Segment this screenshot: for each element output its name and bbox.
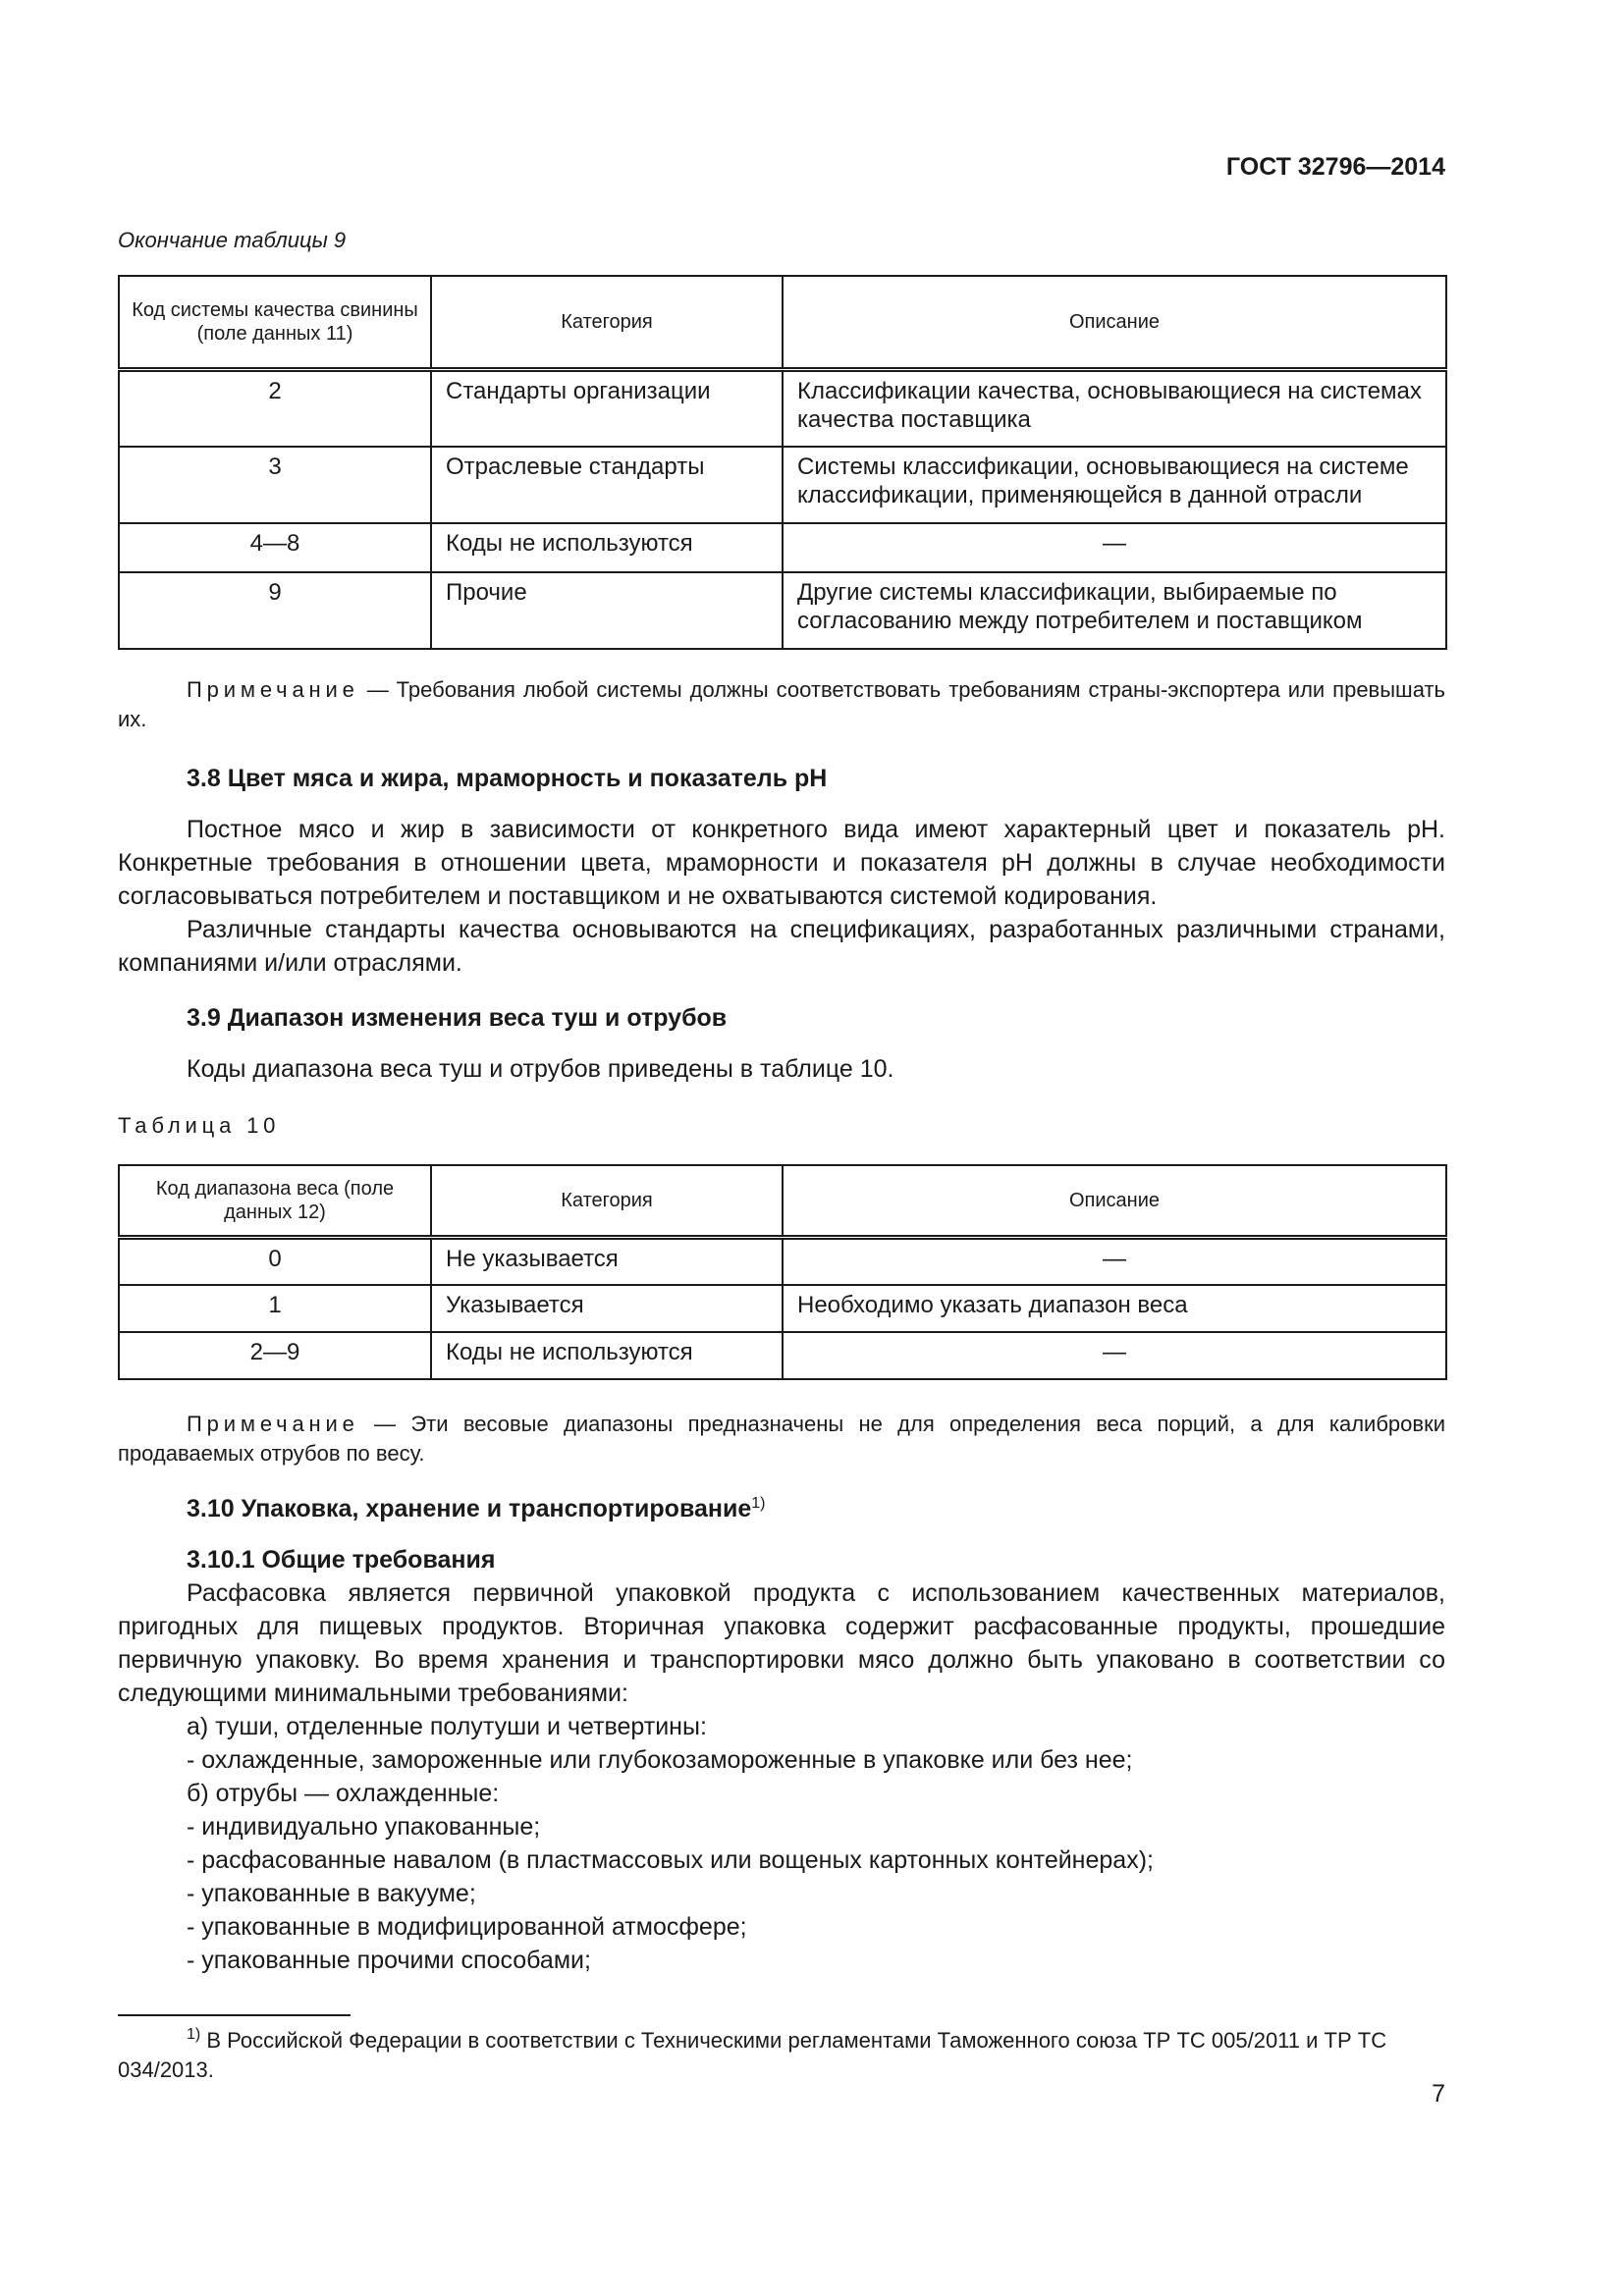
list-item: - индивидуально упакованные; <box>187 1813 541 1841</box>
heading-text: 3.10 Упаковка, хранение и транспортирование <box>187 1495 752 1522</box>
code-cell: 9 <box>119 572 431 649</box>
footnote-mark: 1) <box>187 2026 201 2043</box>
list-item: б) отрубы — охлажденные: <box>187 1780 500 1807</box>
table-9 <box>118 275 1447 650</box>
table-row <box>119 1285 1446 1332</box>
section-3-10-heading <box>187 1492 766 1525</box>
footnote-divider <box>118 2014 351 2016</box>
category-cell: Прочие <box>431 572 783 649</box>
section-3-9-paragraph-1 <box>118 1052 1445 1086</box>
table-row <box>119 447 1446 523</box>
table-header-row <box>119 276 1446 370</box>
table-row <box>119 1238 1446 1285</box>
code-cell: 4—8 <box>119 523 431 572</box>
note-label: Примечание <box>187 1412 359 1436</box>
note-text: — Требования любой системы должны соответствовать требованиям страны-экспортера или превышать их. <box>118 677 1445 731</box>
page-number: 7 <box>1432 2080 1445 2108</box>
table10-caption: Таблица 10 <box>118 1113 281 1138</box>
code-cell: 0 <box>119 1238 431 1285</box>
note-text: — Эти весовые диапазоны предназначены не для определения веса порций, а для калибровки продаваемых отрубов по весу. <box>118 1412 1445 1466</box>
description-cell: Системы классификации, основывающиеся на системе классификации, применяющейся в данной отрасли <box>783 447 1446 523</box>
footnote <box>118 2026 1445 2085</box>
section-3-10-1-heading: 3.10.1 Общие требования <box>187 1546 496 1574</box>
footnote-text: В Российской Федерации в соответствии с Техническими регламентами Таможенного союза ТР ТС 005/2011 и ТР ТС 034/2013. <box>118 2028 1387 2082</box>
code-cell: 3 <box>119 447 431 523</box>
list-item: - расфасованные навалом (в пластмассовых или вощеных картонных контейнерах); <box>187 1846 1154 1874</box>
table-10 <box>118 1164 1447 1380</box>
paragraph-text: Постное мясо и жир в зависимости от конкретного вида имеют характерный цвет и показатель рН. Конкретные требования в отношении цвета, мраморности и показателя рН должны в случае необходимости согласовываться потребителем и поставщиком и не охватываются системой кодирования. <box>118 816 1445 910</box>
list-item: - упакованные в модифицированной атмосфере; <box>187 1913 747 1941</box>
section-3-8-paragraph-2 <box>118 913 1445 980</box>
list-item: а) туши, отделенные полутуши и четвертины: <box>187 1713 707 1740</box>
description-cell: Классификации качества, основывающиеся на системах качества поставщика <box>783 370 1446 447</box>
packaging-list <box>118 1710 1445 1977</box>
description-cell: — <box>783 1238 1446 1285</box>
paragraph-text: Расфасовка является первичной упаковкой продукта с использованием качественных материалов, пригодных для пищевых продуктов. Вторичная упаковка содержит расфасованные продукты, прошедшие первичную упаковку. Во время хранения и транспортировки мясо должно быть упаковано в соответствии со следующими минимальными требованиями: <box>118 1579 1445 1707</box>
document-id: ГОСТ 32796—2014 <box>1225 153 1445 181</box>
table10-note <box>118 1410 1445 1468</box>
list-item: - упакованные в вакууме; <box>187 1880 476 1907</box>
paragraph-text: Различные стандарты качества основываются на спецификациях, разработанных различными странами, компаниями и/или отраслями. <box>118 916 1445 977</box>
description-cell: — <box>783 523 1446 572</box>
code-cell: 2—9 <box>119 1332 431 1379</box>
header-cell-category: Категория <box>431 276 783 370</box>
table-row <box>119 572 1446 649</box>
paragraph-text: Коды диапазона веса туш и отрубов приведены в таблице 10. <box>187 1055 894 1083</box>
category-cell: Не указывается <box>431 1238 783 1285</box>
category-cell: Коды не используются <box>431 523 783 572</box>
table9-caption: Окончание таблицы 9 <box>118 228 347 252</box>
header-cell-description: Описание <box>783 276 1446 370</box>
description-cell: — <box>783 1332 1446 1379</box>
section-3-9-heading: 3.9 Диапазон изменения веса туш и отрубов <box>187 1004 728 1032</box>
header-cell-category: Категория <box>431 1165 783 1238</box>
code-cell: 2 <box>119 370 431 447</box>
description-cell: Необходимо указать диапазон веса <box>783 1285 1446 1332</box>
description-cell: Другие системы классификации, выбираемые по согласованию между потребителем и поставщиком <box>783 572 1446 649</box>
section-3-8-paragraph-1 <box>118 813 1445 913</box>
category-cell: Указывается <box>431 1285 783 1332</box>
table-row <box>119 370 1446 447</box>
header-cell-description: Описание <box>783 1165 1446 1238</box>
category-cell: Коды не используются <box>431 1332 783 1379</box>
header-cell-code: Код диапазона веса (поле данных 12) <box>119 1165 431 1238</box>
code-cell: 1 <box>119 1285 431 1332</box>
table-row <box>119 523 1446 572</box>
table-row <box>119 1332 1446 1379</box>
section-3-10-1-paragraph <box>118 1576 1445 1710</box>
table9-note <box>118 675 1445 734</box>
footnote-ref: 1) <box>751 1495 766 1512</box>
table-header-row <box>119 1165 1446 1238</box>
section-3-8-heading: 3.8 Цвет мяса и жира, мраморность и показатель рН <box>187 765 828 792</box>
list-item: - упакованные прочими способами; <box>187 1947 591 1974</box>
list-item: - охлажденные, замороженные или глубокозамороженные в упаковке или без нее; <box>187 1746 1133 1774</box>
category-cell: Стандарты организации <box>431 370 783 447</box>
category-cell: Отраслевые стандарты <box>431 447 783 523</box>
note-label: Примечание <box>187 677 359 702</box>
header-cell-code: Код системы качества свинины (поле данных 11) <box>119 276 431 370</box>
